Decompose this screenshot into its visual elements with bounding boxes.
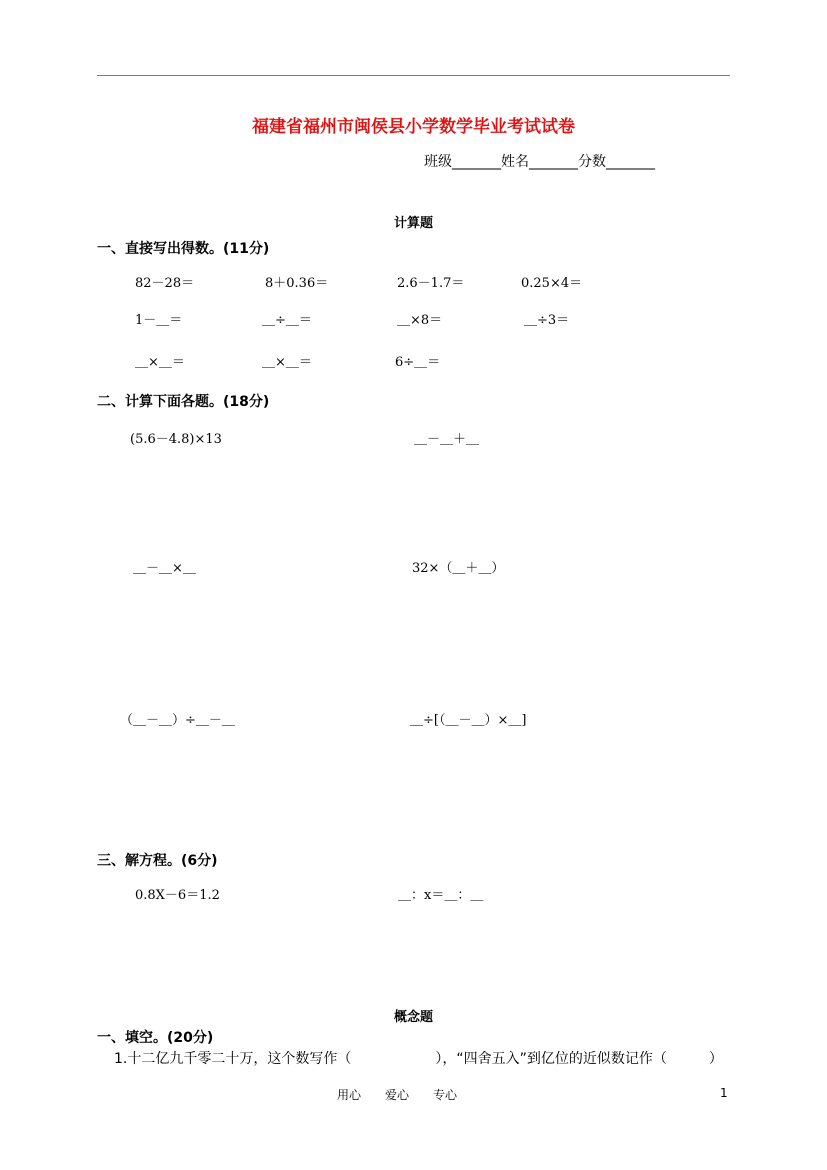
direct-calc-item: ＿÷＿＝ [262,313,312,328]
direct-calc-item: 0.25×4＝ [521,276,583,291]
direct-calc-item: ＿×＿＝ [262,355,312,370]
exam-title: 福建省福州市闽侯县小学数学毕业考试试卷 [252,117,575,137]
calc-problem: ＿－＿×＿ [133,561,196,576]
direct-calc-item: ＿×＿＝ [135,355,185,370]
direct-calc-item: 1－＿＝ [135,313,183,328]
calc-problem: ＿－＿＋＿ [414,432,480,447]
part1-title: 一、直接写出得数。(11分) [97,241,270,257]
student-info-line: 班级_______姓名_______分数_______ [424,154,655,170]
part3-title: 三、解方程。(6分) [97,853,218,869]
direct-calc-item: 2.6－1.7＝ [397,276,465,291]
fill-blank-question: 1.十二亿九千零二十万，这个数写作（ ），“四舍五入”到亿位的近似数记作（ ） [114,1051,723,1067]
page-number: 1 [720,1086,728,1100]
footer-motto: 用心 爱心 专心 [337,1088,458,1102]
calc-section-heading: 计算题 [393,216,433,231]
calc-problem: （＿－＿）÷＿－＿ [120,713,235,728]
calc-problem: (5.6－4.8)×13 [130,432,222,447]
direct-calc-item: ＿÷3＝ [524,313,570,328]
header-rule [97,75,730,76]
direct-calc-item: 8＋0.36＝ [265,276,329,291]
equation-item: ＿：x＝＿：＿ [398,888,484,903]
part2-title: 二、计算下面各题。(18分) [97,394,270,410]
calc-problem: 32×（＿＋＿） [412,561,505,576]
calc-problem: ＿÷[（＿－＿）×＿] [410,713,527,728]
direct-calc-item: 6÷＿＝ [395,355,441,370]
concept-section-heading: 概念题 [393,1010,433,1025]
direct-calc-item: ＿×8＝ [397,313,443,328]
equation-item: 0.8X－6＝1.2 [135,888,220,903]
fill-blank-title: 一、填空。(20分) [97,1030,214,1046]
direct-calc-item: 82－28＝ [135,276,195,291]
